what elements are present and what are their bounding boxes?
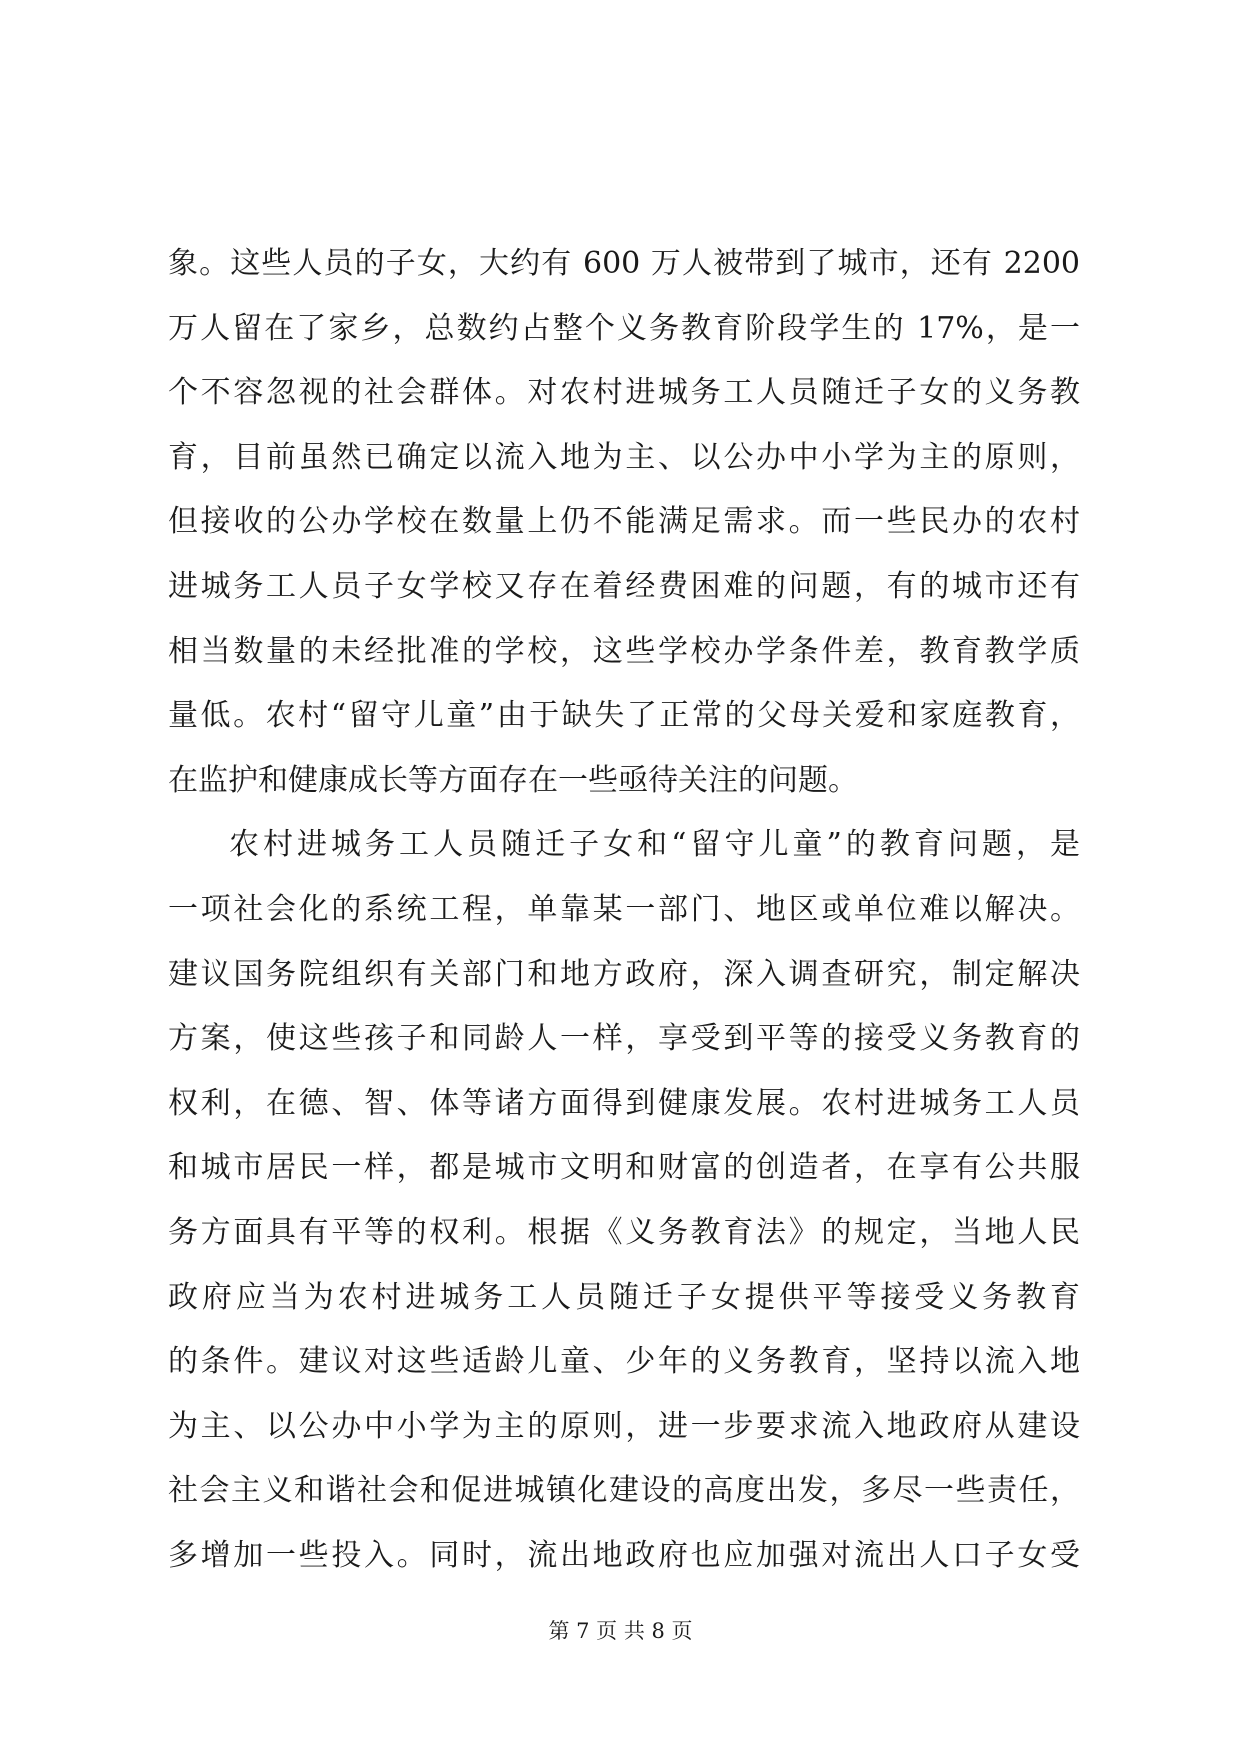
text-line: 政府应当为农村进城务工人员随迁子女提供平等接受义务教育 xyxy=(168,1279,1080,1315)
text-line: 进城务工人员子女学校又存在着经费困难的问题，有的城市还有 xyxy=(168,568,1080,604)
text-line: 万人留在了家乡，总数约占整个义务教育阶段学生的 17%，是一 xyxy=(168,310,1080,346)
text-line: 量低。农村“留守儿童”由于缺失了正常的父母关爱和家庭教育， xyxy=(168,698,1080,734)
text-line: 在监护和健康成长等方面存在一些亟待关注的问题。 xyxy=(168,762,858,798)
text-line: 为主、以公办中小学为主的原则，进一步要求流入地政府从建设 xyxy=(168,1408,1080,1444)
text-line: 社会主义和谐社会和促进城镇化建设的高度出发，多尽一些责任， xyxy=(168,1473,1080,1509)
text-line: 和城市居民一样，都是城市文明和财富的创造者，在享有公共服 xyxy=(168,1150,1080,1186)
text-line: 建议国务院组织有关部门和地方政府，深入调查研究，制定解决 xyxy=(168,956,1080,992)
text-line: 象。这些人员的子女，大约有 600 万人被带到了城市，还有 2200 xyxy=(168,246,1080,281)
text-line: 务方面具有平等的权利。根据《义务教育法》的规定，当地人民 xyxy=(168,1214,1080,1250)
page-number-footer: 第 7 页 共 8 页 xyxy=(548,1619,693,1643)
body-text xyxy=(168,232,1080,1588)
text-line: 个不容忽视的社会群体。对农村进城务工人员随迁子女的义务教 xyxy=(168,375,1080,411)
text-line: 多增加一些投入。同时，流出地政府也应加强对流出人口子女受 xyxy=(168,1537,1080,1573)
text-line: 一项社会化的系统工程，单靠某一部门、地区或单位难以解决。 xyxy=(168,891,1080,927)
text-line: 权利，在德、智、体等诸方面得到健康发展。农村进城务工人员 xyxy=(168,1085,1080,1121)
text-line: 的条件。建议对这些适龄儿童、少年的义务教育，坚持以流入地 xyxy=(168,1344,1080,1380)
text-line: 方案，使这些孩子和同龄人一样，享受到平等的接受义务教育的 xyxy=(168,1021,1080,1057)
text-line: 但接收的公办学校在数量上仍不能满足需求。而一些民办的农村 xyxy=(168,504,1080,540)
paragraph-start-line: 农村进城务工人员随迁子女和“留守儿童”的教育问题，是 xyxy=(229,827,1080,863)
text-line: 相当数量的未经批准的学校，这些学校办学条件差，教育教学质 xyxy=(168,633,1080,669)
text-line: 育，目前虽然已确定以流入地为主、以公办中小学为主的原则， xyxy=(168,439,1080,475)
